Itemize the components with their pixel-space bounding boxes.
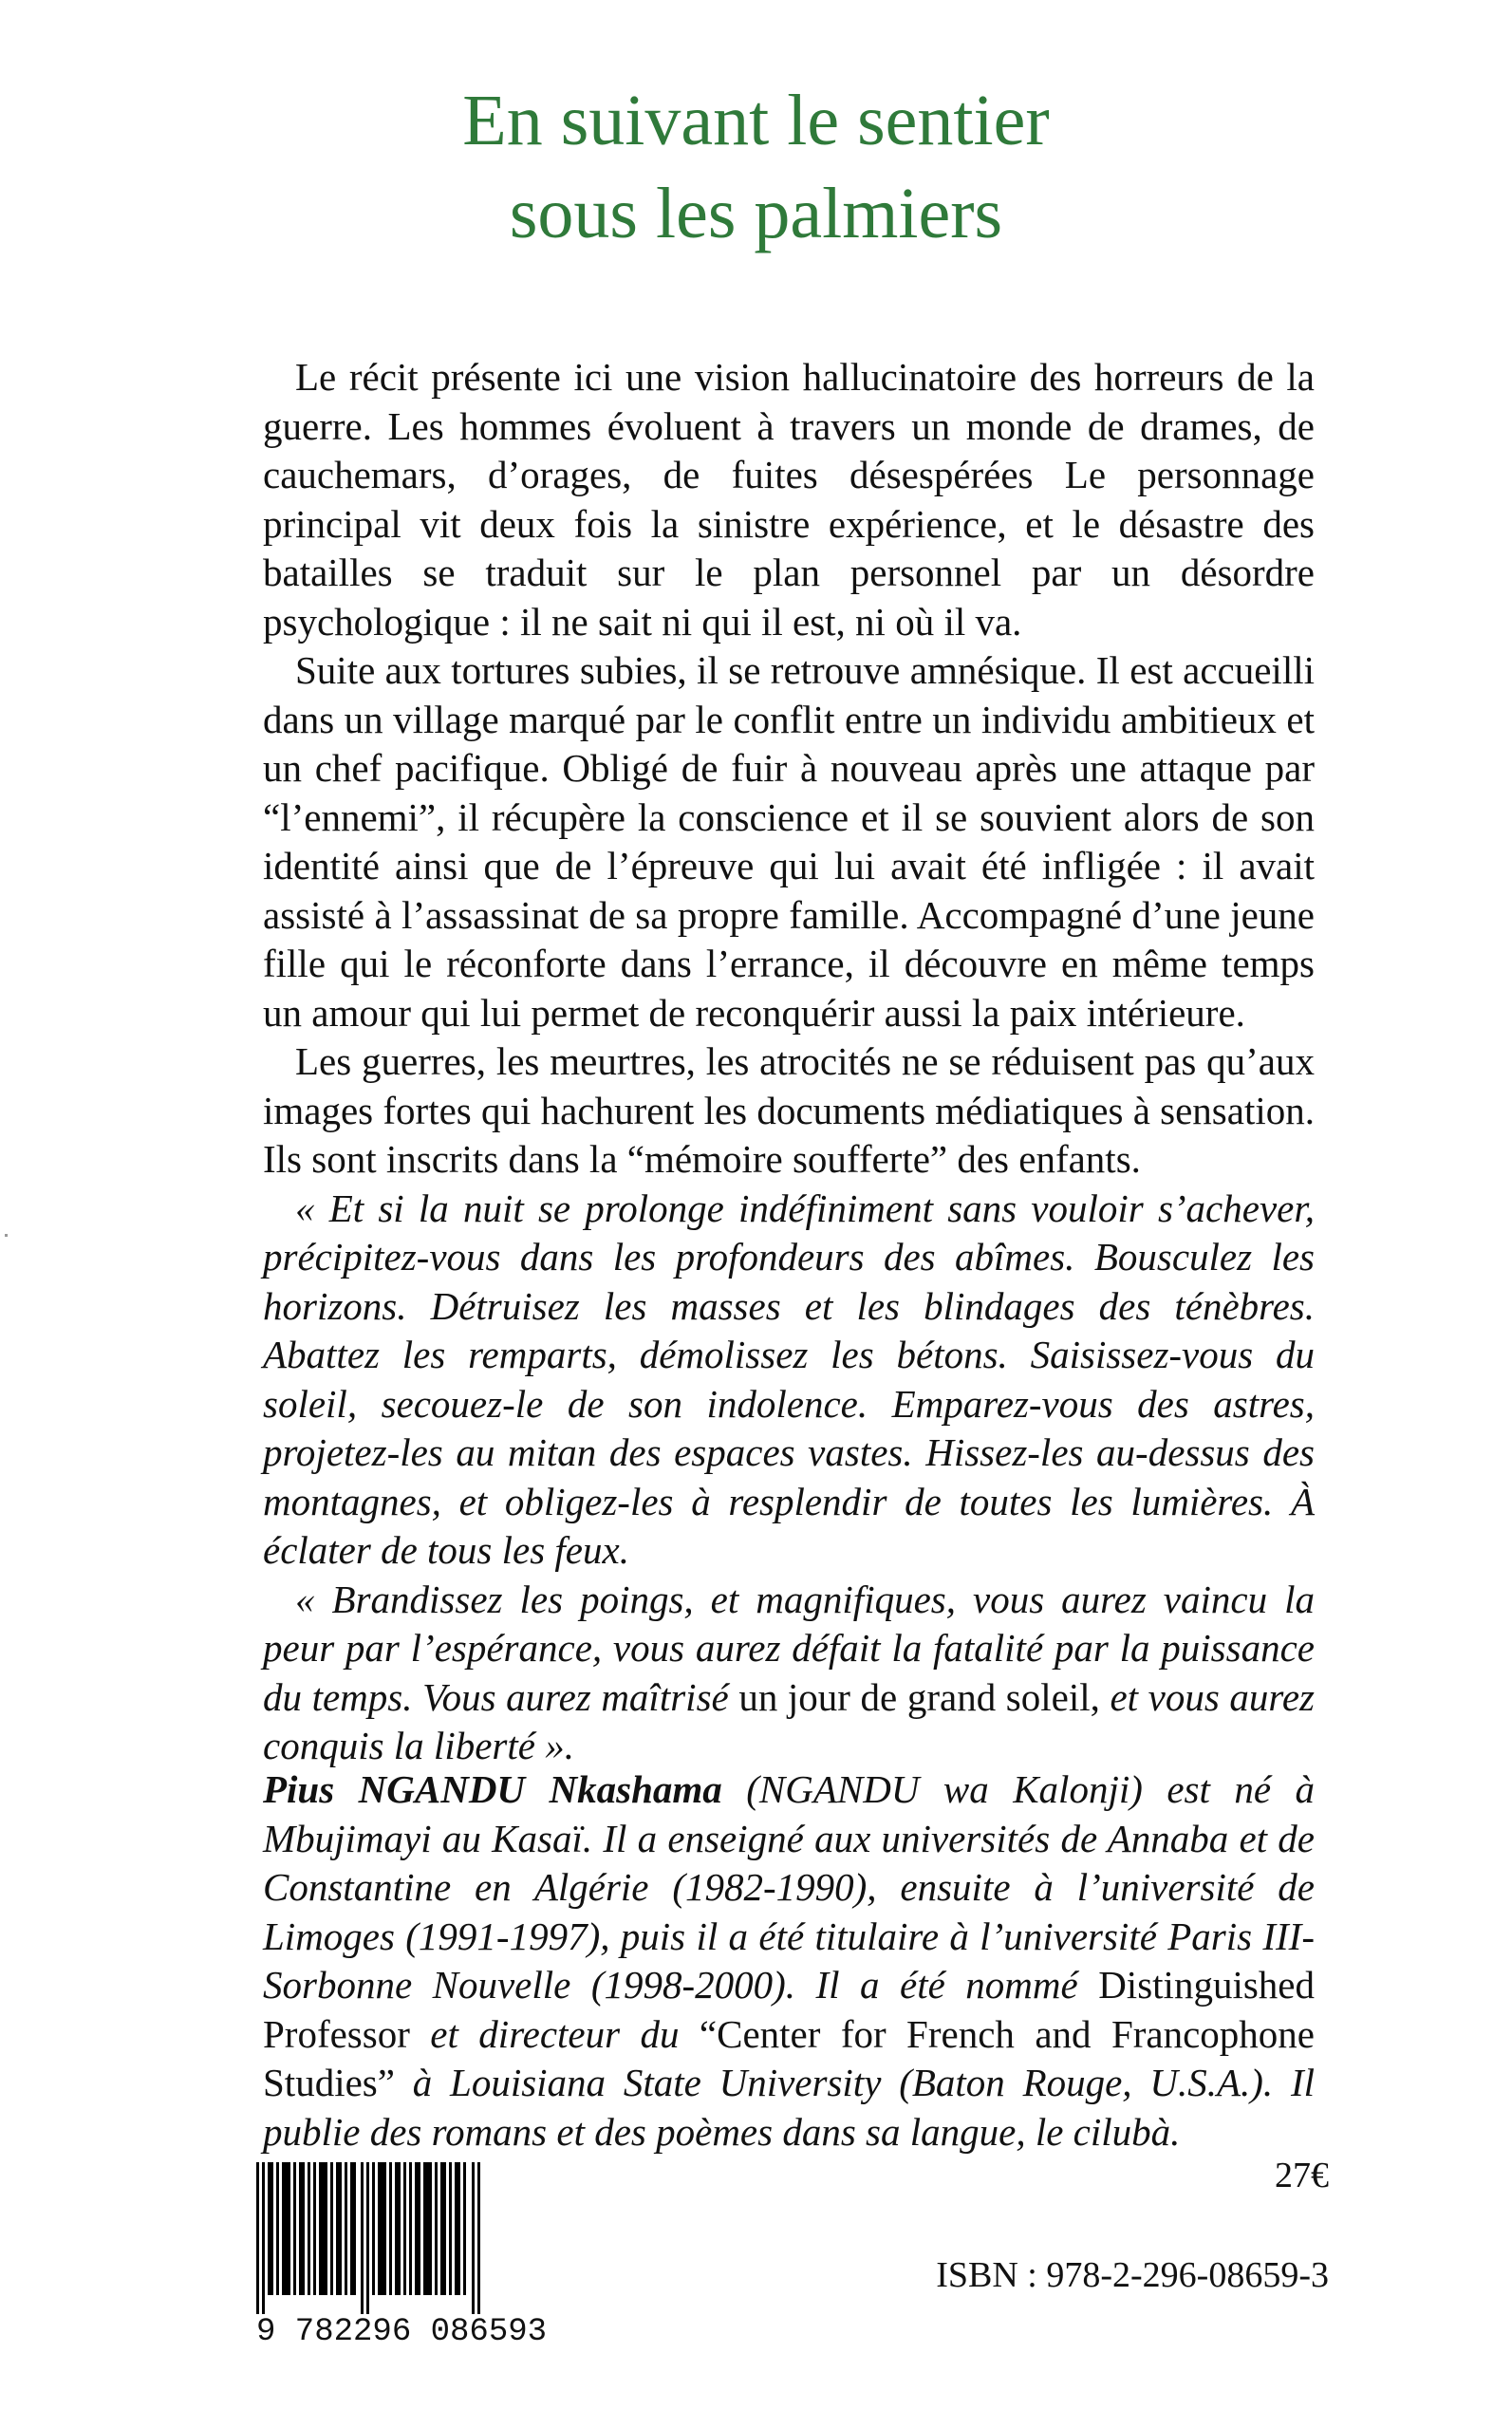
summary-paragraph-2: Suite aux tortures subies, il se retrouve amnésique. Il est accueilli dans un village marqué par le conflit entre un individu ambitieux et un chef pacifique. Obligé de fuir à nouveau après une attaque par “l’ennemi”, il récupère la conscience et il se souvient alors de son identité ainsi que de l’épreuve qui lui avait été infligée : il avait assisté à l’assassinat de sa propre famille. Accompagné d’une jeune fille qui le réconforte dans l’errance, il découvre en même temps un amour qui lui permet de reconquérir aussi la paix intérieure. (263, 648, 1315, 1035)
edge-mark (5, 1234, 8, 1237)
barcode-bars (256, 2162, 480, 2314)
title-line-1: En suivant le sentier (462, 81, 1050, 160)
bio-part-3: à Louisiana State University (Baton Rouge, U.S.A.). Il publie des romans et des poèmes dans sa langue, le cilubà. (263, 2061, 1315, 2154)
isbn: ISBN : 978-2-296-08659-3 (936, 2255, 1329, 2295)
summary-text (263, 353, 1315, 1771)
bio-part-1: (NGANDU wa Kalonji) est né à Mbujimayi au Kasaï. Il a enseigné aux universités de Annaba et de Constantine en Algérie (1982-1990), ensuite à l’université de Limoges (1991-1997), puis il a été titulaire à l’université Paris III-Sorbonne Nouvelle (1998-2000). Il a été nommé (263, 1767, 1315, 2007)
barcode-digits: 9 782296 086593 (256, 2314, 548, 2350)
bio-part-2: et directeur du (409, 2011, 700, 2056)
summary-paragraph-3: Les guerres, les meurtres, les atrocités ne se réduisent pas qu’aux images fortes qui hachurent les documents médiatiques à sensation. Ils sont inscrits dans la “mémoire soufferte” des enfants. (263, 1039, 1315, 1181)
quote-paragraph-2-start: « Brandissez les poings, et magnifiques, vous aurez vaincu la peur par l’espérance, vous aurez défait la fatalité par la puissance du temps. Vous aurez maîtrisé (263, 1577, 1315, 1719)
quote-paragraph-1: « Et si la nuit se prolonge indéfiniment sans vouloir s’achever, précipitez-vous dans les profondeurs des abîmes. Bousculez les horizons. Détruisez les masses et les blindages des ténèbres. Abattez les remparts, démolissez les bétons. Saisissez-vous du soleil, secouez-le de son indolence. Emparez-vous des astres, projetez-les au mitan des espaces vastes. Hissez-les au-dessus des montagnes, et obligez-les à resplendir de toutes les lumières. À éclater de tous les feux. (263, 1186, 1315, 1572)
quote-paragraph-2 (263, 1576, 1315, 1771)
quote-upright-segment: un jour de grand soleil, (728, 1674, 1111, 1719)
summary-paragraph-1: Le récit présente ici une vision hallucinatoire des horreurs de la guerre. Les hommes évoluent à travers un monde de drames, de cauchemars, d’orages, de fuites désespérées Le personnage principal vit deux fois la sinistre expérience, et le désastre des batailles se traduit sur le plan personnel par un désordre psychologique : il ne sait ni qui il est, ni où il va. (263, 355, 1315, 644)
author-bio (263, 1765, 1315, 2157)
quote-paragraph-2-end: et vous aurez conquis la liberté ». (263, 1674, 1315, 1767)
barcode (256, 2162, 480, 2314)
price: 27€ (1275, 2156, 1329, 2195)
author-name: Pius NGANDU Nkashama (263, 1767, 722, 1811)
title-line-2: sous les palmiers (509, 174, 1003, 253)
book-title (0, 74, 1512, 260)
bio-upright-2: “Center for French and Francophone Studies” (263, 2011, 1315, 2104)
bio-upright-1: Distinguished Professor (263, 1963, 1315, 2056)
